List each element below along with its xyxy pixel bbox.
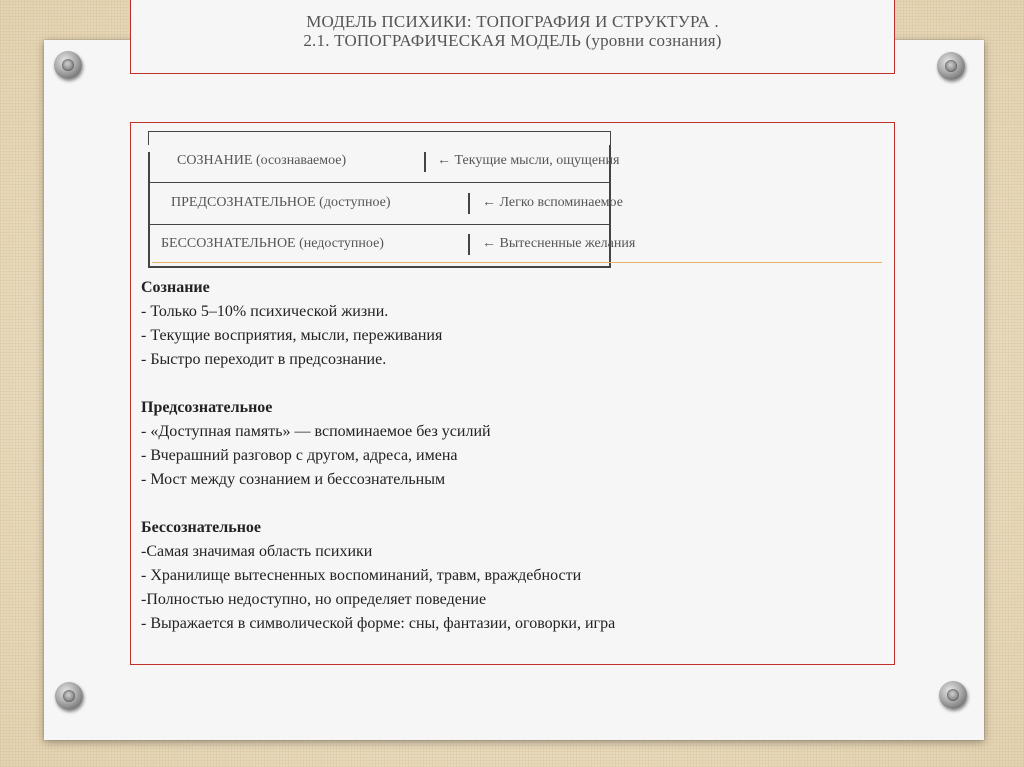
diagram-row-divider-2 xyxy=(148,224,611,225)
list-item: -Самая значимая область психики xyxy=(141,543,373,560)
page-subtitle: 2.1. ТОПОГРАФИЧЕСКАЯ МОДЕЛЬ (уровни сознания) xyxy=(303,31,722,50)
level-preconscious-note: ← Легко вспоминаемое xyxy=(482,195,623,210)
section-unconscious xyxy=(141,516,881,636)
diagram-separator-2 xyxy=(468,193,470,214)
spacer xyxy=(141,492,881,516)
level-unconscious-label: БЕССОЗНАТЕЛЬНОЕ (недоступное) xyxy=(161,236,384,251)
diagram-bottom-line xyxy=(148,266,611,268)
pushpin-icon-top-left xyxy=(54,51,82,79)
diagram-row-divider-1 xyxy=(148,182,611,183)
section-conscious xyxy=(141,276,881,372)
section-heading: Сознание xyxy=(141,279,210,296)
list-item: - Текущие восприятия, мысли, переживания xyxy=(141,327,443,344)
spacer xyxy=(141,372,881,396)
diagram-left-bar xyxy=(148,152,150,267)
level-unconscious-note: ← Вытесненные желания xyxy=(482,236,636,251)
list-item: - Быстро переходит в предсознание. xyxy=(141,351,387,368)
level-conscious-label: СОЗНАНИЕ (осознаваемое) xyxy=(177,153,347,168)
section-divider xyxy=(152,262,882,263)
diagram-separator-1 xyxy=(424,152,426,172)
diagram-separator-3 xyxy=(468,234,470,255)
list-item: -Полностью недоступно, но определяет поведение xyxy=(141,591,487,608)
level-preconscious-label: ПРЕДСОЗНАТЕЛЬНОЕ (доступное) xyxy=(171,195,391,210)
section-heading: Бессознательное xyxy=(141,519,262,536)
list-item: - «Доступная память» — вспоминаемое без усилий xyxy=(141,423,491,440)
pushpin-icon-top-right xyxy=(937,52,965,80)
page-title: МОДЕЛЬ ПСИХИКИ: ТОПОГРАФИЯ И СТРУКТУРА . xyxy=(306,12,719,31)
list-item: - Хранилище вытесненных воспоминаний, травм, враждебности xyxy=(141,567,582,584)
body-text xyxy=(141,276,881,636)
pushpin-icon-bottom-left xyxy=(55,682,83,710)
section-preconscious xyxy=(141,396,881,492)
pushpin-icon-bottom-right xyxy=(939,681,967,709)
list-item: - Только 5–10% психической жизни. xyxy=(141,303,389,320)
list-item: - Вчерашний разговор с другом, адреса, имена xyxy=(141,447,458,464)
diagram-top-bracket xyxy=(148,131,611,145)
list-item: - Выражается в символической форме: сны, фантазии, оговорки, игра xyxy=(141,615,616,632)
title-frame xyxy=(130,0,895,74)
level-conscious-note: ← Текущие мысли, ощущения xyxy=(437,153,620,168)
list-item: - Мост между сознанием и бессознательным xyxy=(141,471,446,488)
section-heading: Предсознательное xyxy=(141,399,273,416)
